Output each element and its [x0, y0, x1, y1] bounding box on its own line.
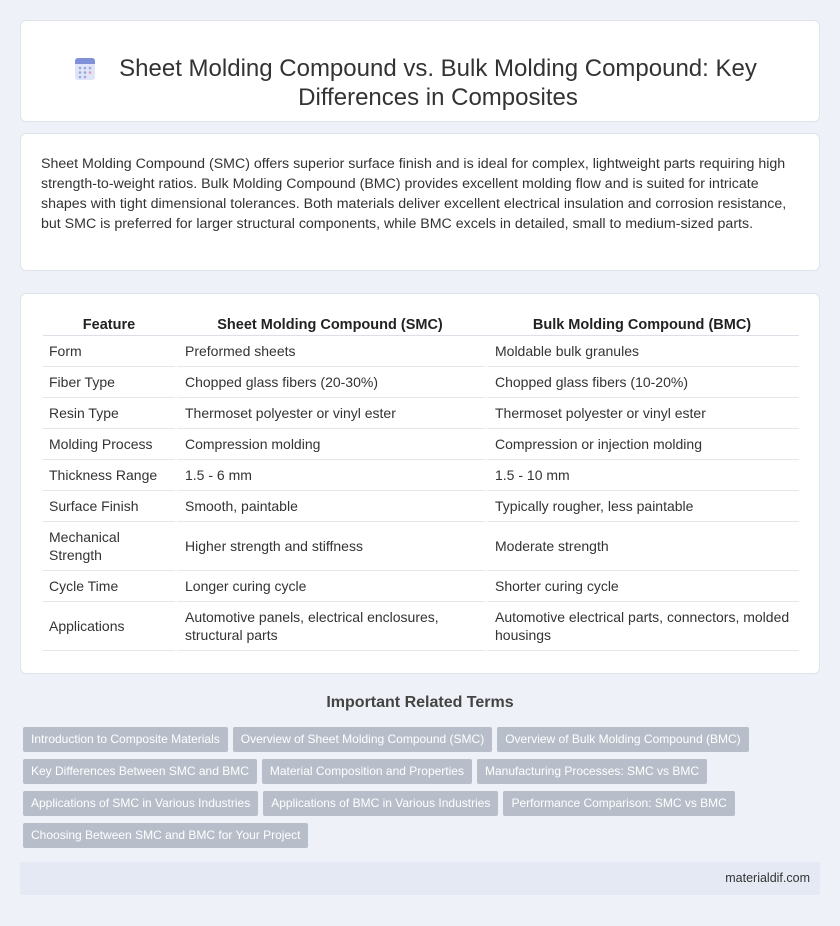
related-term-tag[interactable]: Applications of BMC in Various Industries	[263, 791, 498, 816]
related-term-tag[interactable]: Performance Comparison: SMC vs BMC	[503, 791, 734, 816]
footer-site-link[interactable]: materialdif.com	[725, 871, 810, 885]
table-cell-feature: Surface Finish	[43, 491, 175, 522]
table-cell-feature: Molding Process	[43, 429, 175, 460]
table-cell-feature: Thickness Range	[43, 460, 175, 491]
related-term-tag[interactable]: Applications of SMC in Various Industries	[23, 791, 258, 816]
table-cell-smc: Thermoset polyester or vinyl ester	[175, 398, 485, 429]
related-terms-tags	[23, 727, 823, 855]
related-term-tag[interactable]: Introduction to Composite Materials	[23, 727, 228, 752]
table-row	[43, 602, 799, 651]
table-row	[43, 460, 799, 491]
comparison-table	[43, 314, 799, 651]
table-row	[43, 571, 799, 602]
table-cell-bmc: Automotive electrical parts, connectors, molded housings	[485, 602, 799, 651]
related-term-tag[interactable]: Manufacturing Processes: SMC vs BMC	[477, 759, 707, 784]
title-wrap	[60, 30, 780, 112]
summary-text: Sheet Molding Compound (SMC) offers superior surface finish and is ideal for complex, lightweight parts requiring high strength-to-weight ratios. Bulk Molding Compound (BMC) provides excellent molding flow and is suited for intricate shapes with tight dimensional tolerances. Both materials deliver excellent electrical insulation and corrosion resistance, but SMC is preferred for larger structural components, while BMC excels in detailed, small to medium-sized parts.	[41, 156, 787, 232]
document-icon	[72, 56, 98, 82]
table-cell-smc: 1.5 - 6 mm	[175, 460, 485, 491]
table-cell-smc: Automotive panels, electrical enclosures, structural parts	[175, 602, 485, 651]
related-term-tag[interactable]: Choosing Between SMC and BMC for Your Project	[23, 823, 308, 848]
related-term-tag[interactable]: Overview of Sheet Molding Compound (SMC)	[233, 727, 492, 752]
table-cell-bmc: Chopped glass fibers (10-20%)	[485, 367, 799, 398]
table-cell-smc: Longer curing cycle	[175, 571, 485, 602]
summary-card	[20, 133, 820, 271]
table-row	[43, 491, 799, 522]
table-header-feature: Feature	[43, 314, 175, 336]
related-terms-title: Important Related Terms	[326, 694, 514, 711]
table-cell-smc: Higher strength and stiffness	[175, 522, 485, 571]
table-cell-feature: Mechanical Strength	[43, 522, 175, 571]
table-header-smc: Sheet Molding Compound (SMC)	[175, 314, 485, 336]
related-term-tag[interactable]: Key Differences Between SMC and BMC	[23, 759, 257, 784]
table-cell-bmc: 1.5 - 10 mm	[485, 460, 799, 491]
table-cell-bmc: Shorter curing cycle	[485, 571, 799, 602]
table-cell-bmc: Typically rougher, less paintable	[485, 491, 799, 522]
table-cell-bmc: Moderate strength	[485, 522, 799, 571]
table-header-row	[43, 314, 799, 336]
related-term-tag[interactable]: Material Composition and Properties	[262, 759, 472, 784]
table-cell-feature: Applications	[43, 602, 175, 651]
related-term-tag[interactable]: Overview of Bulk Molding Compound (BMC)	[497, 727, 748, 752]
comparison-table-card	[20, 293, 820, 674]
title-card	[20, 20, 820, 122]
page-title: Sheet Molding Compound vs. Bulk Molding Compound: Key Differences in Composites	[119, 55, 757, 111]
table-cell-feature: Resin Type	[43, 398, 175, 429]
table-row	[43, 522, 799, 571]
table-cell-smc: Chopped glass fibers (20-30%)	[175, 367, 485, 398]
table-cell-feature: Fiber Type	[43, 367, 175, 398]
table-cell-bmc: Compression or injection molding	[485, 429, 799, 460]
table-cell-smc: Preformed sheets	[175, 336, 485, 367]
table-cell-bmc: Thermoset polyester or vinyl ester	[485, 398, 799, 429]
table-cell-feature: Cycle Time	[43, 571, 175, 602]
table-cell-smc: Smooth, paintable	[175, 491, 485, 522]
table-header-bmc: Bulk Molding Compound (BMC)	[485, 314, 799, 336]
table-row	[43, 336, 799, 367]
table-row	[43, 429, 799, 460]
table-row	[43, 398, 799, 429]
table-cell-smc: Compression molding	[175, 429, 485, 460]
table-cell-feature: Form	[43, 336, 175, 367]
table-cell-bmc: Moldable bulk granules	[485, 336, 799, 367]
table-row	[43, 367, 799, 398]
footer	[20, 862, 820, 895]
